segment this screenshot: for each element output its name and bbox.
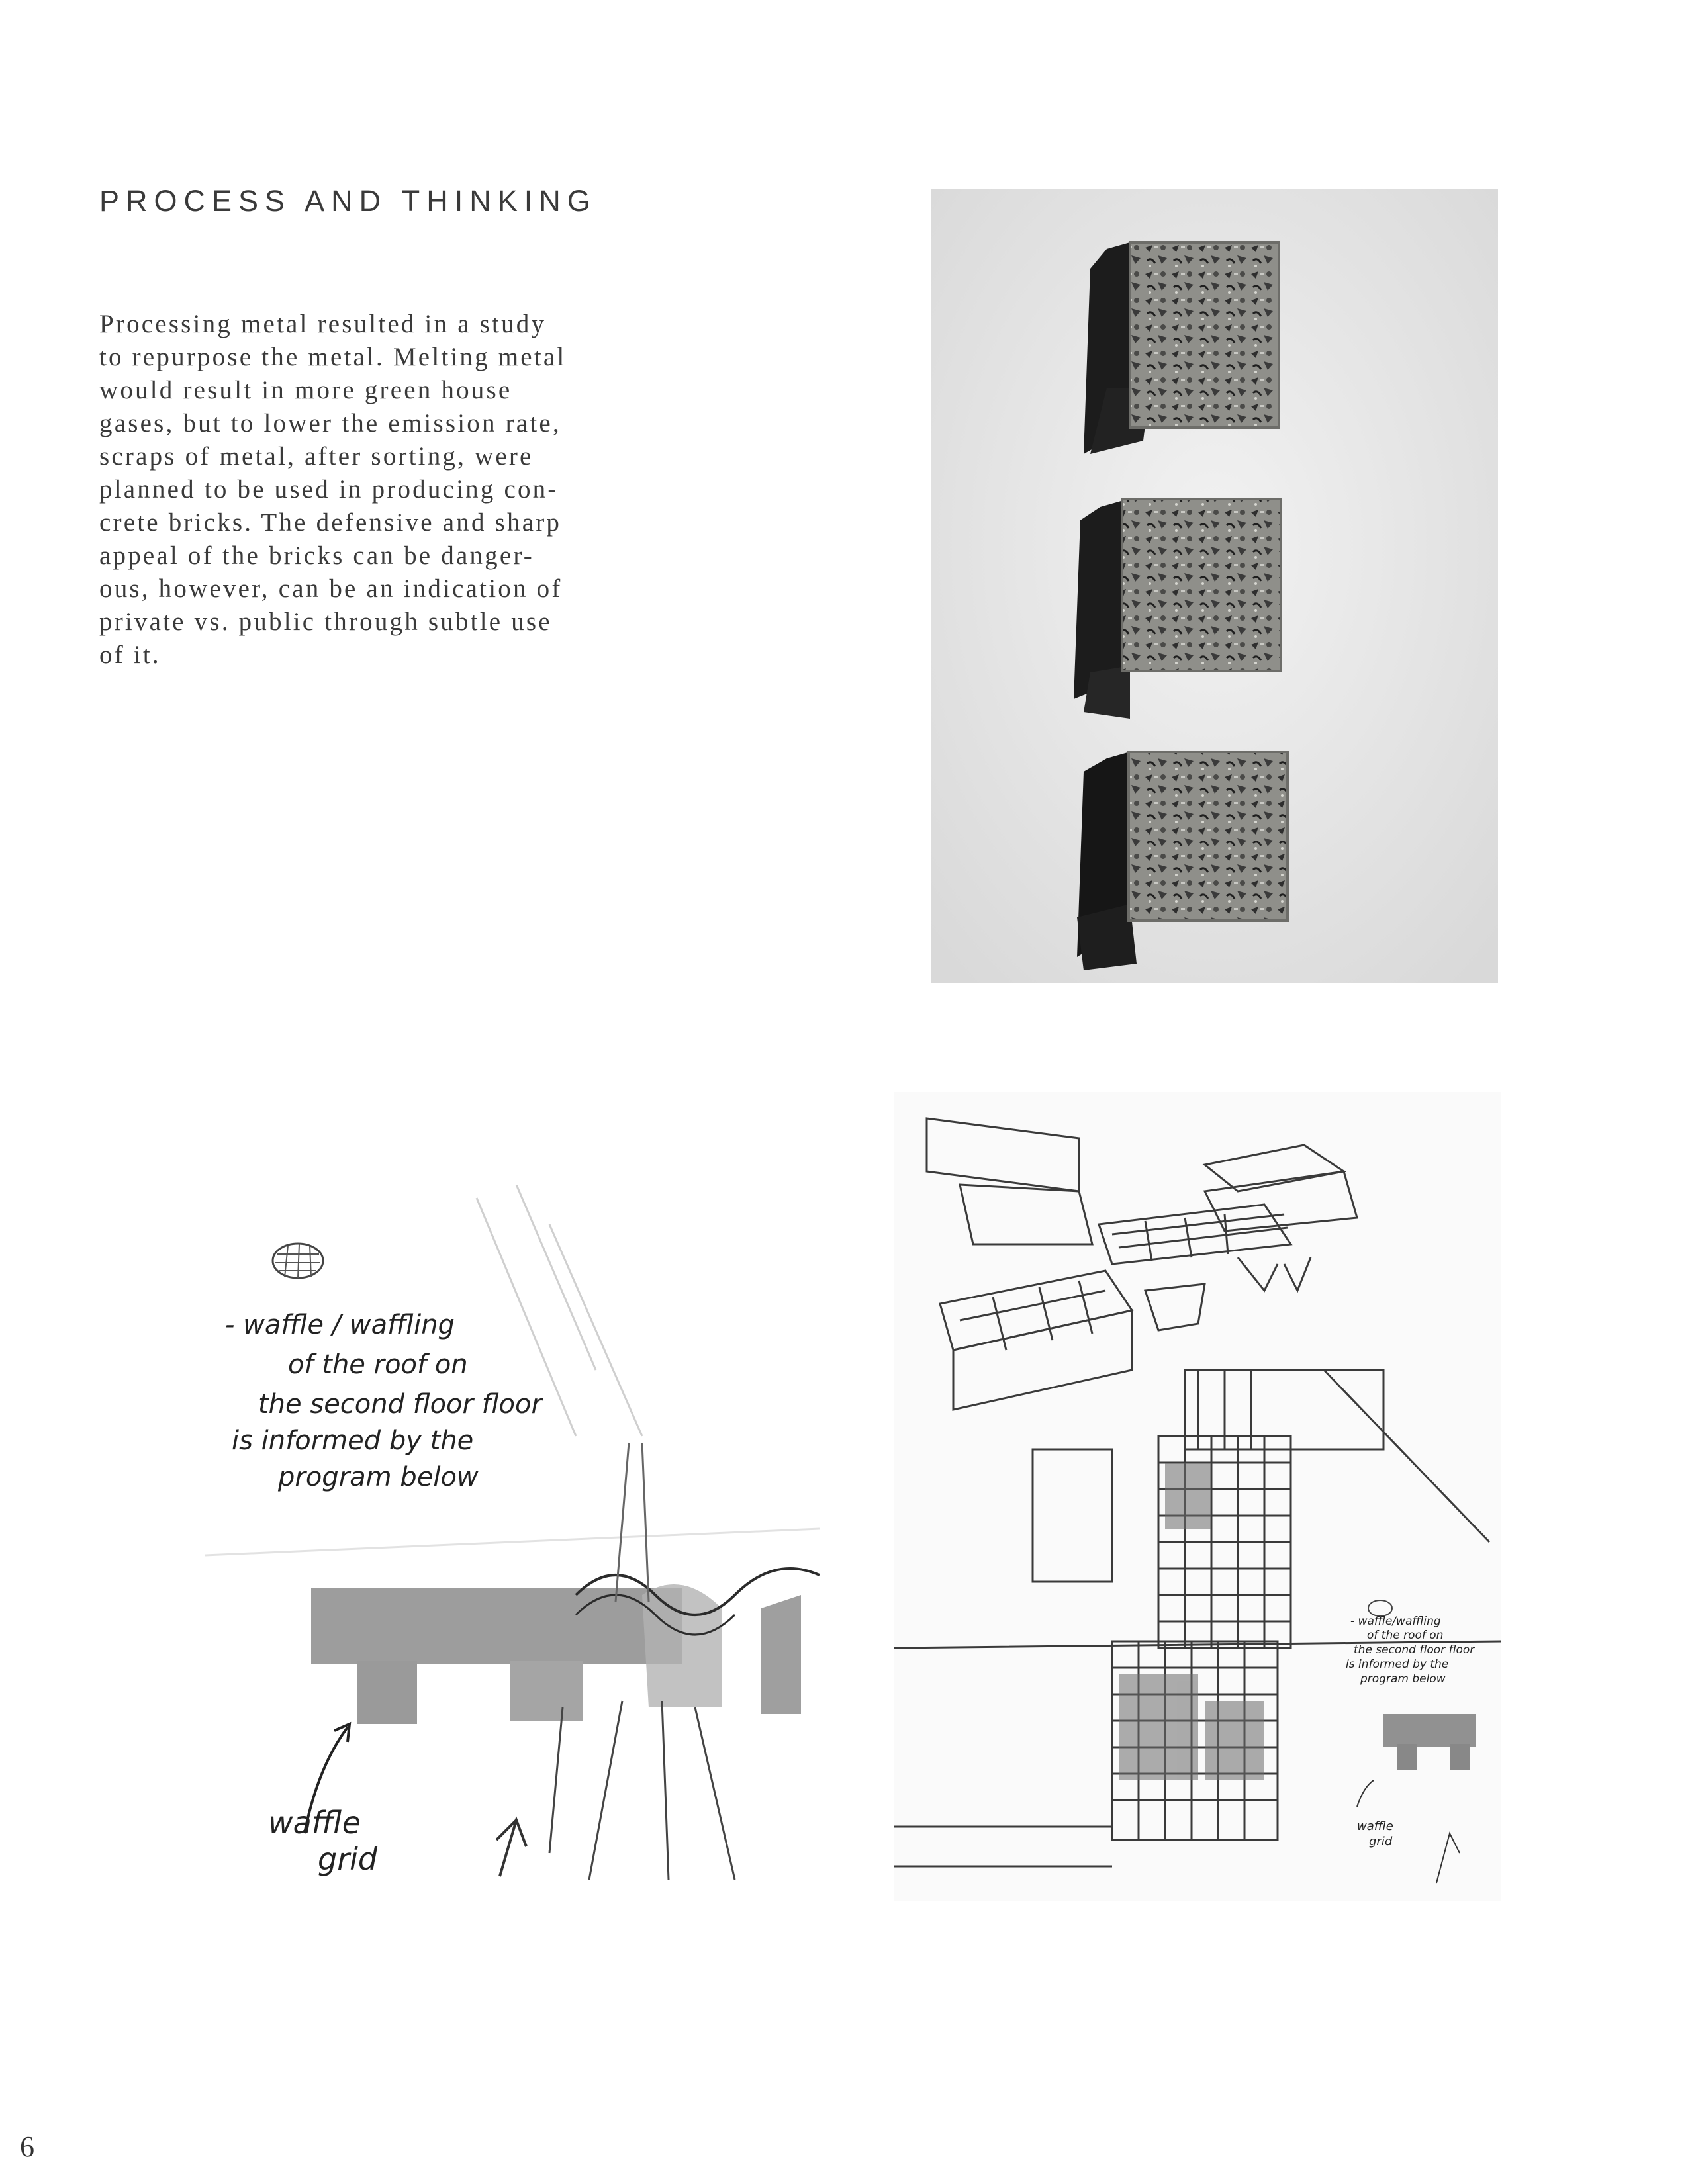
body-line: appeal of the bricks can be danger- [99,541,534,570]
page-number: 6 [20,2130,34,2163]
body-line: would result in more green house [99,376,512,404]
sketch-note-small: the second floor floor [1354,1643,1475,1657]
waffle-grid-sketch [205,1185,820,1896]
axonometric-sketch [894,1092,1501,1901]
body-line: private vs. public through subtle use [99,608,552,636]
sketch-note-line: program below [278,1462,479,1492]
body-line: planned to be used in producing con- [99,475,559,504]
sketch-note-line: - waffle / waffling [225,1310,455,1340]
body-line: crete bricks. The defensive and sharp [99,508,562,537]
waffle-grid-label-small: waffle [1357,1819,1393,1833]
sketch-note-line: of the roof on [288,1349,468,1380]
sketch-note-small: program below [1360,1672,1446,1686]
body-line: to repurpose the metal. Melting metal [99,343,567,371]
waffle-grid-label: grid [318,1841,378,1877]
body-paragraph [99,308,642,672]
body-line: of it. [99,641,161,669]
body-line: ous, however, can be an indication of [99,574,563,603]
body-line: gases, but to lower the emission rate, [99,409,561,437]
body-line: Processing metal resulted in a study [99,310,547,338]
body-line: scraps of metal, after sorting, were [99,442,534,471]
sketch-note-line: is informed by the [232,1426,474,1456]
sketch-note-small: of the roof on [1367,1629,1444,1642]
sketch-note-small: - waffle/waffling [1350,1615,1441,1628]
concrete-bricks-photo [931,189,1498,983]
page-heading: PROCESS AND THINKING [99,184,597,218]
waffle-grid-label: waffle [268,1805,361,1841]
sketch-note-line: the second floor floor [258,1389,542,1420]
sketch-note-small: is informed by the [1346,1658,1449,1671]
waffle-grid-label-small: grid [1369,1835,1393,1848]
